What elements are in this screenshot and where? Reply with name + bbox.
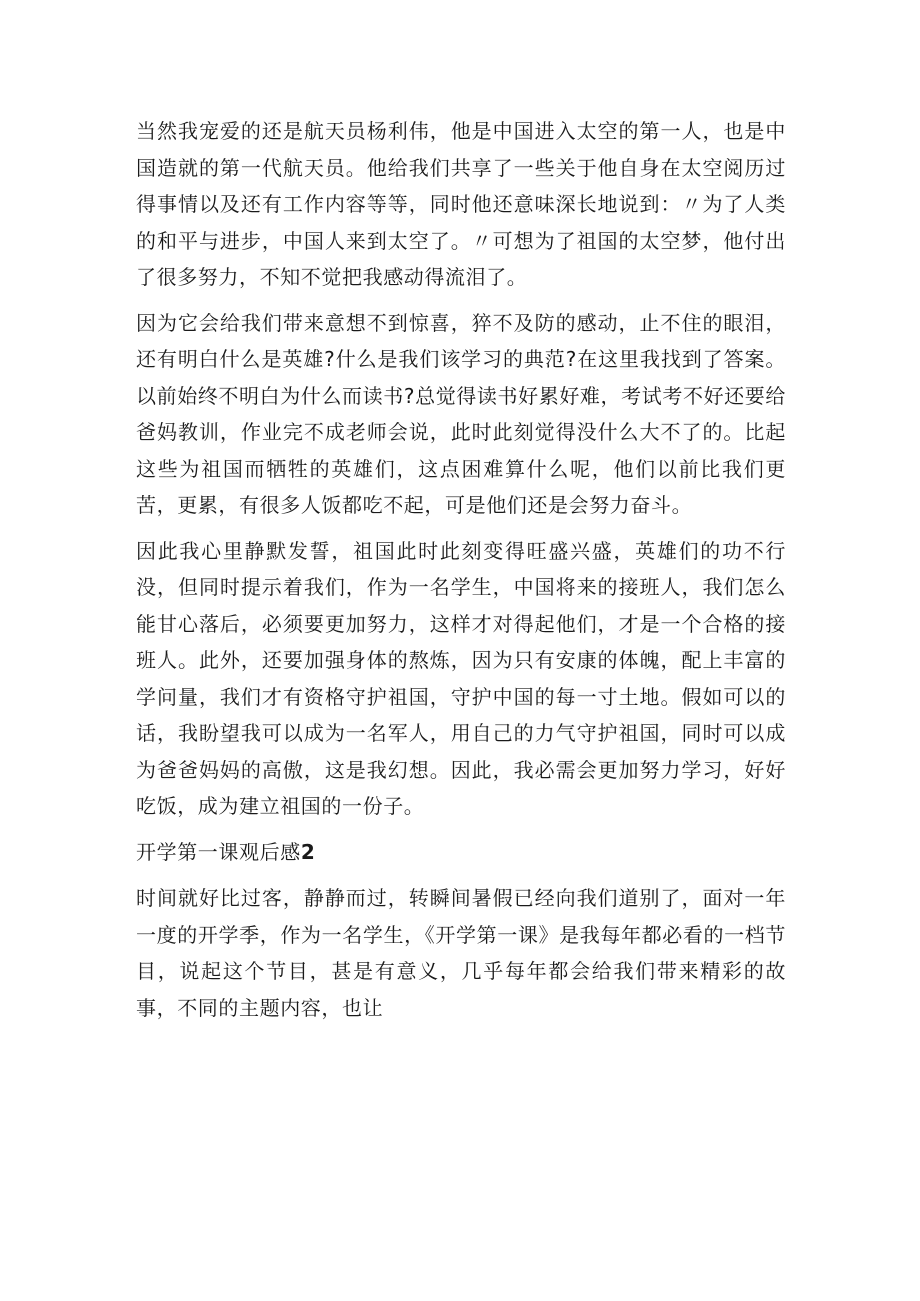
section-heading-number: 2 [300, 839, 316, 864]
paragraph-3: 因此我心里静默发誓，祖国此时此刻变得旺盛兴盛，英雄们的功不行没，但同时提示着我们，作为一名学生，中国将来的接班人，我们怎么能甘心落后，必须要更加努力，这样才对得起他们，才是一个合格的接班人。此外，还要加强身体的熬炼，因为只有安康的体魄，配上丰富的学问量，我们才有资格守护祖国，守护中国的每一寸土地。假如可以的话，我盼望我可以成为一名军人，用自己的力气守护祖国，同时可以成为爸爸妈妈的高傲，这是我幻想。因此，我必需会更加努力学习，好好吃饭，成为建立祖国的一份子。 [136, 538, 786, 818]
paragraph-1: 当然我宠爱的还是航天员杨利伟，他是中国进入太空的第一人，也是中国造就的第一代航天员。他给我们共享了一些关于他自身在太空阅历过得事情以及还有工作内容等等，同时他还意味深长地说到：〃为了人类的和平与进步，中国人来到太空了。〃可想为了祖国的太空梦，他付出了很多努力，不知不觉把我感动得流泪了。 [136, 119, 786, 289]
document-body [136, 113, 786, 1035]
paragraph-2: 因为它会给我们带来意想不到惊喜，猝不及防的感动，止不住的眼泪，还有明白什么是英雄?什么是我们该学习的典范?在这里我找到了答案。以前始终不明白为什么而读书?总觉得读书好累好难，考试考不好还要给爸妈教训，作业完不成老师会说，此时此刻觉得没什么大不了的。比起这些为祖国而牺牲的英雄们，这点困难算什么呢，他们以前比我们更苦，更累，有很多人饭都吃不起，可是他们还是会努力奋斗。 [136, 310, 786, 517]
section-heading-text: 开学第一课观后感 [136, 839, 301, 864]
section-heading [136, 834, 786, 871]
paragraph-4: 时间就好比过客，静静而过，转瞬间暑假已经向我们道别了，面对一年一度的开学季，作为一名学生，《开学第一课》是我每年都必看的一档节目，说起这个节目，甚是有意义，几乎每年都会给我们带来精彩的故事，不同的主题内容，也让 [136, 886, 786, 1020]
